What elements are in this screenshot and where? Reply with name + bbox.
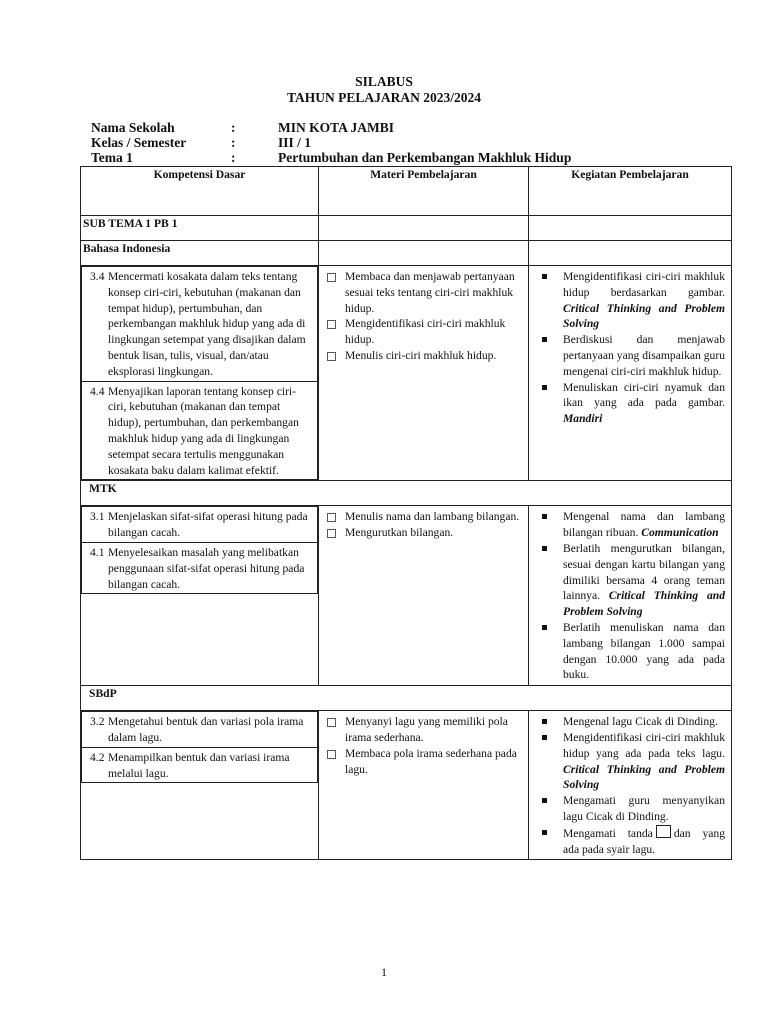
materi-list [319, 711, 528, 779]
kd-item: 3.2 Mengetahui bentuk dan variasi pola irama dalam lagu. [82, 712, 317, 748]
kegiatan-list [529, 506, 731, 685]
bullet-icon [542, 735, 547, 740]
subtema-row [81, 216, 732, 241]
list-item: Menuliskan ciri-ciri nyamuk dan ikan yang ada pada gambar. Mandiri [539, 380, 725, 427]
list-item: Mengamati guru menyanyikan lagu Cicak di Dinding. [539, 793, 725, 825]
bullet-icon [542, 385, 547, 390]
list-item: Mengidentifikasi ciri-ciri makhluk hidup. [325, 316, 522, 348]
table-header-row [81, 167, 732, 216]
kd-item: 4.4 Menyajikan laporan tentang konsep ciri-ciri, kebutuhan (makanan dan tempat hidup), pertumbuhan, dan perkembangan makhluk hidup yang ada di lingkungan setempat secara tertulis menggunakan kosakata baku dalam kalimat efektif. [90, 384, 299, 477]
list-item: Berlatih mengurutkan bilangan, sesuai dengan kartu bilangan yang dimiliki bersama 4 orang teman lainnya. Critical Thinking and Problem Solving [539, 541, 725, 620]
materi-list [319, 266, 528, 366]
list-item: Membaca dan menjawab pertanyaan sesuai teks tentang ciri-ciri makhluk hidup. [325, 269, 522, 316]
meta-value: MIN KOTA JAMBI [278, 120, 395, 135]
list-item: Menulis ciri-ciri makhluk hidup. [325, 348, 522, 364]
content-row-mtk [81, 506, 732, 686]
subtema-label: SUB TEMA 1 PB 1 [81, 216, 319, 241]
rhythm-box-icon [656, 825, 671, 838]
checkbox-icon [327, 320, 336, 329]
column-header-kompetensi: Kompetensi Dasar [81, 167, 319, 216]
kd-item: 4.1 Menyelesaikan masalah yang melibatkan penggunaan sifat-sifat operasi hitung pada bilangan cacah. [90, 545, 305, 591]
list-item: Mengidentifikasi ciri-ciri makhluk hidup yang ada pada teks lagu. Critical Thinking and Problem Solving [539, 730, 725, 793]
meta-label: Tema 1 [91, 150, 133, 165]
bullet-icon [542, 337, 547, 342]
document-title: SILABUS [355, 74, 413, 89]
meta-label: Kelas / Semester [91, 135, 187, 150]
syllabus-table [80, 166, 732, 860]
checkbox-icon [327, 513, 336, 522]
materi-list [319, 506, 528, 543]
list-item: Menyanyi lagu yang memiliki pola irama sederhana. [325, 714, 522, 746]
kegiatan-list [529, 266, 731, 429]
checkbox-icon [327, 718, 336, 727]
list-item: Mengidentifikasi ciri-ciri makhluk hidup berdasarkan gambar. Critical Thinking and Problem Solving [539, 269, 725, 332]
column-header-materi: Materi Pembelajaran [319, 167, 529, 216]
document-subtitle: TAHUN PELAJARAN 2023/2024 [286, 90, 481, 105]
kegiatan-list [529, 711, 731, 859]
kd-item: 4.2 Menampilkan bentuk dan variasi irama melalui lagu. [90, 750, 290, 780]
subject-row-sbdp [81, 686, 732, 711]
list-item: Mengenal lagu Cicak di Dinding. [539, 714, 725, 730]
list-item: Mengurutkan bilangan. [325, 525, 522, 541]
meta-colon: : [231, 120, 236, 135]
bullet-icon [542, 719, 547, 724]
bullet-icon [542, 830, 547, 835]
meta-value: III / 1 [278, 135, 312, 150]
list-item: Berlatih menuliskan nama dan lambang bilangan 1.000 sampai dengan 10.000 yang ada pada buku. [539, 620, 725, 683]
list-item: Menulis nama dan lambang bilangan. [325, 509, 522, 525]
bullet-icon [542, 798, 547, 803]
list-item: Berdiskusi dan menjawab pertanyaan yang disampaikan guru mengenai ciri-ciri makhluk hidup. [539, 332, 725, 379]
kd-item: 3.4 Mencermati kosakata dalam teks tentang konsep ciri-ciri, kebutuhan (makanan dan tempat hidup), pertumbuhan, dan perkembangan makhluk hidup yang ada di lingkungan setempat yang disajikan dalam bentuk lisan, tulis, visual, dan/atau eksplorasi lingkungan. [82, 267, 317, 382]
bullet-icon [542, 546, 547, 551]
subject-label: Bahasa Indonesia [81, 241, 319, 266]
subject-label: MTK [81, 481, 732, 506]
subject-row-bahasa [81, 241, 732, 266]
kd-item: 3.1 Menjelaskan sifat-sifat operasi hitung pada bilangan cacah. [82, 507, 317, 543]
content-row-sbdp [81, 711, 732, 860]
meta-colon: : [231, 150, 236, 165]
checkbox-icon [327, 352, 336, 361]
bullet-icon [542, 274, 547, 279]
content-row-bahasa [81, 266, 732, 481]
list-item: Mengamati tanda dan yang ada pada syair lagu. [539, 825, 725, 858]
meta-label: Nama Sekolah [91, 120, 175, 135]
bullet-icon [542, 625, 547, 630]
checkbox-icon [327, 529, 336, 538]
subject-row-mtk [81, 481, 732, 506]
checkbox-icon [327, 273, 336, 282]
bullet-icon [542, 514, 547, 519]
page-number: 1 [381, 965, 387, 979]
list-item: Mengenal nama dan lambang bilangan ribuan. Communication [539, 509, 725, 541]
subject-label: SBdP [81, 686, 732, 711]
column-header-kegiatan: Kegiatan Pembelajaran [529, 167, 732, 216]
checkbox-icon [327, 750, 336, 759]
list-item: Membaca pola irama sederhana pada lagu. [325, 746, 522, 778]
meta-value: Pertumbuhan dan Perkembangan Makhluk Hidup [278, 150, 572, 165]
meta-colon: : [231, 135, 236, 150]
